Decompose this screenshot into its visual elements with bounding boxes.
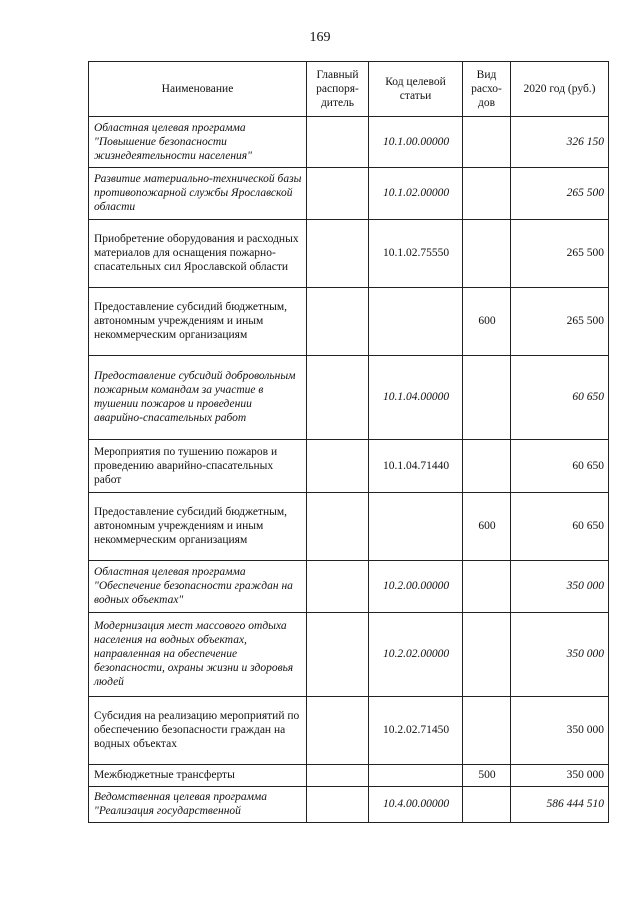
cell-name: Субсидия на реализацию мероприятий по обеспечению безопасности граждан на водных объектах [89,697,307,765]
cell-type: 600 [463,288,511,356]
table-row [89,168,609,220]
cell-type [463,787,511,823]
cell-amount: 60 650 [511,440,609,493]
cell-admin [307,117,369,168]
cell-amount: 60 650 [511,493,609,561]
table-row [89,561,609,613]
cell-code [369,493,463,561]
cell-amount: 265 500 [511,288,609,356]
cell-amount: 350 000 [511,697,609,765]
cell-code: 10.4.00.00000 [369,787,463,823]
cell-name: Предоставление субсидий бюджетным, автономным учреждениям и иным некоммерческим организациям [89,493,307,561]
table-row [89,288,609,356]
cell-amount: 350 000 [511,765,609,787]
column-header-code: Код целевой статьи [369,62,463,117]
table-row [89,117,609,168]
cell-code: 10.1.00.00000 [369,117,463,168]
cell-amount: 326 150 [511,117,609,168]
cell-amount: 265 500 [511,220,609,288]
cell-amount: 350 000 [511,561,609,613]
column-header-type: Вид расхо-дов [463,62,511,117]
table-row [89,440,609,493]
cell-type [463,220,511,288]
cell-name: Приобретение оборудования и расходных материалов для оснащения пожарно-спасательных сил Ярославской области [89,220,307,288]
cell-admin [307,765,369,787]
cell-type: 600 [463,493,511,561]
budget-table [88,61,609,823]
cell-amount: 265 500 [511,168,609,220]
cell-type [463,697,511,765]
cell-type [463,168,511,220]
header-row [89,62,609,117]
page-number: 169 [309,30,331,45]
cell-admin [307,561,369,613]
cell-name: Предоставление субсидий добровольным пожарным командам за участие в тушении пожаров и проведении аварийно-спасательных работ [89,356,307,440]
cell-code [369,765,463,787]
cell-name: Межбюджетные трансферты [89,765,307,787]
cell-name: Предоставление субсидий бюджетным, автономным учреждениям и иным некоммерческим организациям [89,288,307,356]
cell-type [463,356,511,440]
table-row [89,613,609,697]
cell-admin [307,356,369,440]
cell-admin [307,493,369,561]
cell-name: Развитие материально-технической базы противопожарной службы Ярославской области [89,168,307,220]
column-header-amount: 2020 год (руб.) [511,62,609,117]
table-row [89,220,609,288]
cell-code: 10.1.04.71440 [369,440,463,493]
column-header-admin: Главный распоря-дитель [307,62,369,117]
cell-name: Мероприятия по тушению пожаров и проведению аварийно-спасательных работ [89,440,307,493]
cell-admin [307,787,369,823]
cell-admin [307,220,369,288]
table-row [89,697,609,765]
cell-amount: 60 650 [511,356,609,440]
cell-amount: 350 000 [511,613,609,697]
cell-name: Областная целевая программа "Повышение безопасности жизнедеятельности населения" [89,117,307,168]
cell-code: 10.1.02.75550 [369,220,463,288]
table-row [89,356,609,440]
cell-admin [307,440,369,493]
cell-admin [307,168,369,220]
cell-code: 10.1.04.00000 [369,356,463,440]
cell-type [463,117,511,168]
cell-code [369,288,463,356]
cell-name: Ведомственная целевая программа "Реализация государственной [89,787,307,823]
cell-name: Областная целевая программа "Обеспечение безопасности граждан на водных объектах" [89,561,307,613]
cell-admin [307,288,369,356]
table-row [89,493,609,561]
cell-name: Модернизация мест массового отдыха населения на водных объектах, направленная на обеспечение безопасности, охраны жизни и здоровья людей [89,613,307,697]
cell-admin [307,613,369,697]
column-header-name: Наименование [89,62,307,117]
cell-code: 10.2.02.00000 [369,613,463,697]
cell-admin [307,697,369,765]
cell-code: 10.2.00.00000 [369,561,463,613]
cell-type [463,440,511,493]
cell-code: 10.1.02.00000 [369,168,463,220]
cell-type [463,561,511,613]
cell-type [463,613,511,697]
table-row [89,787,609,823]
cell-amount: 586 444 510 [511,787,609,823]
table-row [89,765,609,787]
cell-type: 500 [463,765,511,787]
cell-code: 10.2.02.71450 [369,697,463,765]
